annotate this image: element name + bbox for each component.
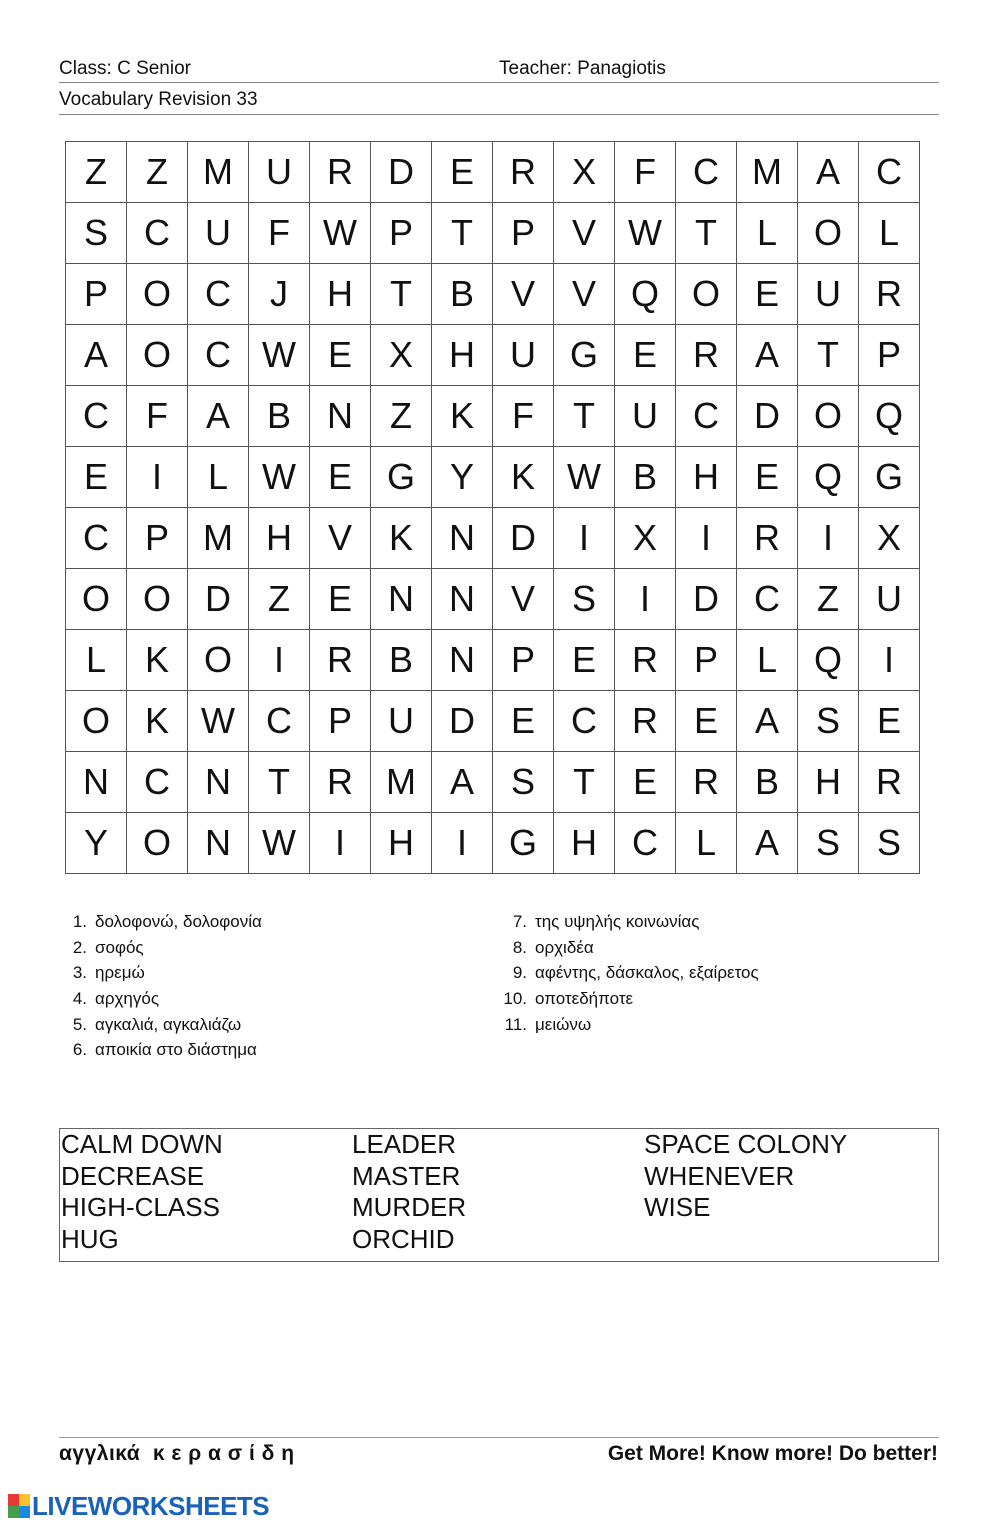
grid-cell[interactable]: V xyxy=(493,264,554,325)
grid-row xyxy=(66,447,920,508)
word-bank-column xyxy=(644,1129,847,1224)
grid-cell[interactable]: P xyxy=(310,691,371,752)
word-bank-word: DECREASE xyxy=(61,1160,205,1191)
clue-number: 10. xyxy=(503,989,527,1009)
clue-number: 7. xyxy=(512,912,527,931)
grid-cell[interactable]: K xyxy=(127,691,188,752)
clue-text: αρχηγός xyxy=(95,989,160,1009)
grid-row xyxy=(66,203,920,264)
grid-cell[interactable]: O xyxy=(127,264,188,325)
grid-cell[interactable]: U xyxy=(249,142,310,203)
grid-cell[interactable]: M xyxy=(188,508,249,569)
grid-row xyxy=(66,264,920,325)
grid-cell[interactable]: Y xyxy=(432,447,493,508)
grid-cell[interactable]: R xyxy=(676,325,737,386)
grid-cell[interactable]: R xyxy=(310,142,371,203)
grid-cell[interactable]: S xyxy=(66,203,127,264)
grid-cell[interactable]: H xyxy=(310,264,371,325)
grid-cell[interactable]: G xyxy=(493,813,554,874)
grid-cell[interactable]: U xyxy=(615,386,676,447)
grid-cell[interactable]: I xyxy=(859,630,920,691)
grid-cell[interactable]: W xyxy=(310,203,371,264)
grid-cell[interactable]: T xyxy=(798,325,859,386)
clue-text: αγκαλιά, αγκαλιάζω xyxy=(95,1014,242,1034)
grid-row xyxy=(66,386,920,447)
grid-cell[interactable]: F xyxy=(127,386,188,447)
grid-cell[interactable]: R xyxy=(676,752,737,813)
grid-cell[interactable]: L xyxy=(859,203,920,264)
grid-cell[interactable]: B xyxy=(432,264,493,325)
grid-cell[interactable]: P xyxy=(493,203,554,264)
clue-number: 2. xyxy=(72,937,87,957)
word-bank xyxy=(59,1128,939,1262)
clue-text: δολοφονώ, δολοφονία xyxy=(95,912,262,931)
word-bank-column xyxy=(352,1129,466,1255)
grid-row xyxy=(66,630,920,691)
grid-cell[interactable]: R xyxy=(737,508,798,569)
grid-cell[interactable]: Z xyxy=(66,142,127,203)
grid-cell[interactable]: X xyxy=(371,325,432,386)
grid-cell[interactable]: D xyxy=(188,569,249,630)
grid-cell[interactable]: D xyxy=(493,508,554,569)
grid-cell[interactable]: I xyxy=(676,508,737,569)
grid-cell[interactable]: V xyxy=(554,203,615,264)
grid-cell[interactable]: X xyxy=(615,508,676,569)
grid-cell[interactable]: Z xyxy=(249,569,310,630)
grid-cell[interactable]: D xyxy=(371,142,432,203)
grid-cell[interactable]: N xyxy=(66,752,127,813)
grid-cell[interactable]: K xyxy=(432,386,493,447)
clue-number: 1. xyxy=(72,912,87,931)
grid-cell[interactable]: I xyxy=(798,508,859,569)
footer-left-text: αγγλικά κ ε ρ α σ ί δ η xyxy=(59,1442,295,1465)
clue-text: ηρεμώ xyxy=(95,963,145,983)
grid-cell[interactable]: E xyxy=(737,264,798,325)
grid-cell[interactable]: T xyxy=(371,264,432,325)
grid-row xyxy=(66,142,920,203)
clue-item xyxy=(72,1040,262,1066)
grid-cell[interactable]: I xyxy=(249,630,310,691)
grid-cell[interactable]: G xyxy=(371,447,432,508)
grid-cell[interactable]: J xyxy=(249,264,310,325)
grid-cell[interactable]: S xyxy=(798,813,859,874)
grid-cell[interactable]: V xyxy=(554,264,615,325)
grid-cell[interactable]: H xyxy=(249,508,310,569)
grid-cell[interactable]: X xyxy=(859,508,920,569)
grid-cell[interactable]: P xyxy=(493,630,554,691)
grid-cell[interactable]: N xyxy=(432,569,493,630)
grid-cell[interactable]: T xyxy=(249,752,310,813)
clue-item xyxy=(72,989,262,1015)
grid-cell[interactable]: V xyxy=(493,569,554,630)
clue-item xyxy=(512,912,759,938)
grid-cell[interactable]: C xyxy=(249,691,310,752)
grid-cell[interactable]: A xyxy=(798,142,859,203)
clue-text: αφέντης, δάσκαλος, εξαίρετος xyxy=(535,963,759,983)
grid-cell[interactable]: E xyxy=(310,325,371,386)
grid-cell[interactable]: R xyxy=(859,752,920,813)
clue-number: 8. xyxy=(512,937,527,957)
grid-cell[interactable]: Q xyxy=(615,264,676,325)
grid-cell[interactable]: O xyxy=(127,325,188,386)
grid-cell[interactable]: E xyxy=(676,691,737,752)
grid-cell[interactable]: C xyxy=(188,264,249,325)
grid-cell[interactable]: M xyxy=(188,142,249,203)
grid-cell[interactable]: T xyxy=(554,386,615,447)
grid-cell[interactable]: E xyxy=(310,569,371,630)
grid-cell[interactable]: L xyxy=(676,813,737,874)
grid-cell[interactable]: M xyxy=(371,752,432,813)
grid-cell[interactable]: E xyxy=(493,691,554,752)
grid-cell[interactable]: W xyxy=(554,447,615,508)
grid-cell[interactable]: B xyxy=(371,630,432,691)
word-bank-word: SPACE COLONY xyxy=(644,1129,848,1159)
grid-cell[interactable]: O xyxy=(127,569,188,630)
grid-cell[interactable]: Y xyxy=(66,813,127,874)
clue-number: 11. xyxy=(504,1014,527,1034)
clue-number: 5. xyxy=(72,1014,87,1034)
grid-cell[interactable]: C xyxy=(66,386,127,447)
grid-cell[interactable]: O xyxy=(676,264,737,325)
word-bank-word: CALM DOWN xyxy=(61,1129,223,1159)
grid-cell[interactable]: R xyxy=(310,752,371,813)
clue-item xyxy=(72,1014,262,1041)
grid-cell[interactable]: A xyxy=(432,752,493,813)
grid-cell[interactable]: C xyxy=(127,203,188,264)
grid-cell[interactable]: D xyxy=(737,386,798,447)
grid-cell[interactable]: E xyxy=(554,630,615,691)
grid-cell[interactable]: N xyxy=(432,508,493,569)
grid-cell[interactable]: E xyxy=(859,691,920,752)
grid-cell[interactable]: T xyxy=(432,203,493,264)
grid-cell[interactable]: X xyxy=(554,142,615,203)
grid-cell[interactable]: L xyxy=(188,447,249,508)
grid-cell[interactable]: O xyxy=(798,386,859,447)
grid-cell[interactable]: A xyxy=(66,325,127,386)
grid-cell[interactable]: T xyxy=(676,203,737,264)
grid-cell[interactable]: U xyxy=(371,691,432,752)
grid-cell[interactable]: I xyxy=(615,569,676,630)
grid-cell[interactable]: Q xyxy=(798,630,859,691)
grid-cell[interactable]: C xyxy=(66,508,127,569)
grid-cell[interactable]: R xyxy=(310,630,371,691)
word-bank-word: MURDER xyxy=(352,1192,467,1222)
grid-row xyxy=(66,508,920,569)
word-search-grid xyxy=(65,141,920,874)
liveworksheets-logo[interactable] xyxy=(8,1491,269,1521)
grid-cell[interactable]: H xyxy=(371,813,432,874)
header-row-2 xyxy=(59,89,939,115)
grid-cell[interactable]: E xyxy=(432,142,493,203)
class-label: Class: C Senior xyxy=(59,58,191,79)
grid-cell[interactable]: V xyxy=(310,508,371,569)
grid-cell[interactable]: N xyxy=(371,569,432,630)
clue-text: αποικία στο διάστημα xyxy=(95,1040,257,1060)
grid-cell[interactable]: O xyxy=(188,630,249,691)
grid-cell[interactable]: C xyxy=(554,691,615,752)
worksheet-title: Vocabulary Revision 33 xyxy=(59,89,258,110)
grid-cell[interactable]: O xyxy=(127,813,188,874)
grid-cell[interactable]: P xyxy=(66,264,127,325)
grid-cell[interactable]: K xyxy=(493,447,554,508)
grid-cell[interactable]: P xyxy=(676,630,737,691)
grid-cell[interactable]: W xyxy=(188,691,249,752)
clue-text: της υψηλής κοινωνίας xyxy=(535,912,700,931)
grid-cell[interactable]: P xyxy=(371,203,432,264)
grid-cell[interactable]: H xyxy=(798,752,859,813)
grid-cell[interactable]: A xyxy=(737,691,798,752)
logo-text: LIVEWORKSHEETS xyxy=(32,1490,270,1521)
grid-cell[interactable]: A xyxy=(737,813,798,874)
grid-cell[interactable]: R xyxy=(615,691,676,752)
grid-cell[interactable]: S xyxy=(493,752,554,813)
grid-cell[interactable]: S xyxy=(554,569,615,630)
grid-cell[interactable]: N xyxy=(188,752,249,813)
grid-cell[interactable]: F xyxy=(615,142,676,203)
clue-text: οποτεδήποτε xyxy=(535,989,634,1009)
clue-item xyxy=(503,989,759,1015)
word-bank-word: WISE xyxy=(644,1192,711,1222)
grid-cell[interactable]: Z xyxy=(798,569,859,630)
grid-cell[interactable]: U xyxy=(493,325,554,386)
grid-cell[interactable]: P xyxy=(127,508,188,569)
grid-cell[interactable]: N xyxy=(432,630,493,691)
grid-cell[interactable]: C xyxy=(127,752,188,813)
grid-cell[interactable]: W xyxy=(615,203,676,264)
footer-divider xyxy=(59,1437,939,1438)
grid-row xyxy=(66,752,920,813)
grid-cell[interactable]: K xyxy=(127,630,188,691)
grid-cell[interactable]: A xyxy=(737,325,798,386)
grid-cell[interactable]: R xyxy=(859,264,920,325)
grid-cell[interactable]: R xyxy=(615,630,676,691)
grid-cell[interactable]: U xyxy=(188,203,249,264)
grid-cell[interactable]: C xyxy=(859,142,920,203)
grid-row xyxy=(66,813,920,874)
word-bank-column xyxy=(61,1129,223,1255)
grid-cell[interactable]: F xyxy=(493,386,554,447)
grid-cell[interactable]: Z xyxy=(127,142,188,203)
clue-item xyxy=(504,1014,759,1041)
grid-cell[interactable]: R xyxy=(493,142,554,203)
grid-cell[interactable]: O xyxy=(66,691,127,752)
header-row-1 xyxy=(59,58,939,83)
clue-item xyxy=(72,937,262,964)
grid-cell[interactable]: D xyxy=(432,691,493,752)
grid-cell[interactable]: O xyxy=(66,569,127,630)
word-bank-word: WHENEVER xyxy=(644,1160,795,1191)
clue-text: μειώνω xyxy=(535,1014,592,1034)
clue-number: 9. xyxy=(512,963,527,983)
grid-cell[interactable]: B xyxy=(737,752,798,813)
grid-cell[interactable]: E xyxy=(615,752,676,813)
grid-cell[interactable]: E xyxy=(737,447,798,508)
grid-cell[interactable]: Q xyxy=(798,447,859,508)
clue-number: 6. xyxy=(72,1040,87,1060)
grid-cell[interactable]: O xyxy=(798,203,859,264)
grid-cell[interactable]: E xyxy=(310,447,371,508)
grid-cell[interactable]: B xyxy=(249,386,310,447)
grid-cell[interactable]: C xyxy=(615,813,676,874)
clue-item xyxy=(512,937,759,964)
grid-cell[interactable]: W xyxy=(249,325,310,386)
clue-item xyxy=(72,963,262,989)
grid-cell[interactable]: C xyxy=(676,142,737,203)
grid-cell[interactable]: Q xyxy=(859,386,920,447)
grid-cell[interactable]: L xyxy=(737,203,798,264)
grid-row xyxy=(66,569,920,630)
grid-cell[interactable]: I xyxy=(554,508,615,569)
grid-cell[interactable]: C xyxy=(676,386,737,447)
grid-cell[interactable]: G xyxy=(554,325,615,386)
grid-cell[interactable]: A xyxy=(188,386,249,447)
word-bank-word: MASTER xyxy=(352,1160,461,1191)
grid-cell[interactable]: T xyxy=(554,752,615,813)
word-bank-word: ORCHID xyxy=(352,1223,455,1254)
grid-cell[interactable]: D xyxy=(676,569,737,630)
grid-row xyxy=(66,691,920,752)
grid-cell[interactable]: C xyxy=(188,325,249,386)
liveworksheets-logo-icon xyxy=(8,1494,30,1518)
grid-cell[interactable]: W xyxy=(249,813,310,874)
grid-cell[interactable]: H xyxy=(432,325,493,386)
grid-cell[interactable]: E xyxy=(615,325,676,386)
clue-text: σοφός xyxy=(95,937,144,957)
grid-cell[interactable]: L xyxy=(737,630,798,691)
clue-text: ορχιδέα xyxy=(535,937,594,957)
grid-cell[interactable]: W xyxy=(249,447,310,508)
clue-number: 4. xyxy=(72,989,87,1009)
grid-cell[interactable]: H xyxy=(554,813,615,874)
grid-cell[interactable]: G xyxy=(859,447,920,508)
grid-cell[interactable]: M xyxy=(737,142,798,203)
grid-cell[interactable]: I xyxy=(310,813,371,874)
grid-cell[interactable]: I xyxy=(432,813,493,874)
grid-cell[interactable]: U xyxy=(859,569,920,630)
clue-number: 3. xyxy=(72,963,87,983)
grid-cell[interactable]: U xyxy=(798,264,859,325)
clue-list-right xyxy=(503,912,759,1040)
grid-cell[interactable]: C xyxy=(737,569,798,630)
grid-cell[interactable]: S xyxy=(859,813,920,874)
grid-cell[interactable]: N xyxy=(310,386,371,447)
grid-cell[interactable]: H xyxy=(676,447,737,508)
grid-cell[interactable]: N xyxy=(188,813,249,874)
grid-cell[interactable]: E xyxy=(66,447,127,508)
grid-cell[interactable]: F xyxy=(249,203,310,264)
word-bank-word: HIGH-CLASS xyxy=(61,1192,220,1222)
word-bank-word: LEADER xyxy=(352,1129,457,1159)
grid-cell[interactable]: B xyxy=(615,447,676,508)
grid-row xyxy=(66,325,920,386)
grid-cell[interactable]: I xyxy=(127,447,188,508)
footer-slogan: Get More! Know more! Do better! xyxy=(607,1442,938,1465)
word-bank-word: HUG xyxy=(61,1223,119,1254)
grid-cell[interactable]: L xyxy=(66,630,127,691)
grid-cell[interactable]: K xyxy=(371,508,432,569)
clue-item xyxy=(72,912,262,938)
grid-cell[interactable]: S xyxy=(798,691,859,752)
grid-cell[interactable]: Z xyxy=(371,386,432,447)
grid-cell[interactable]: P xyxy=(859,325,920,386)
teacher-label: Teacher: Panagiotis xyxy=(499,58,666,79)
clue-item xyxy=(512,963,759,989)
clue-list-left xyxy=(72,912,262,1066)
